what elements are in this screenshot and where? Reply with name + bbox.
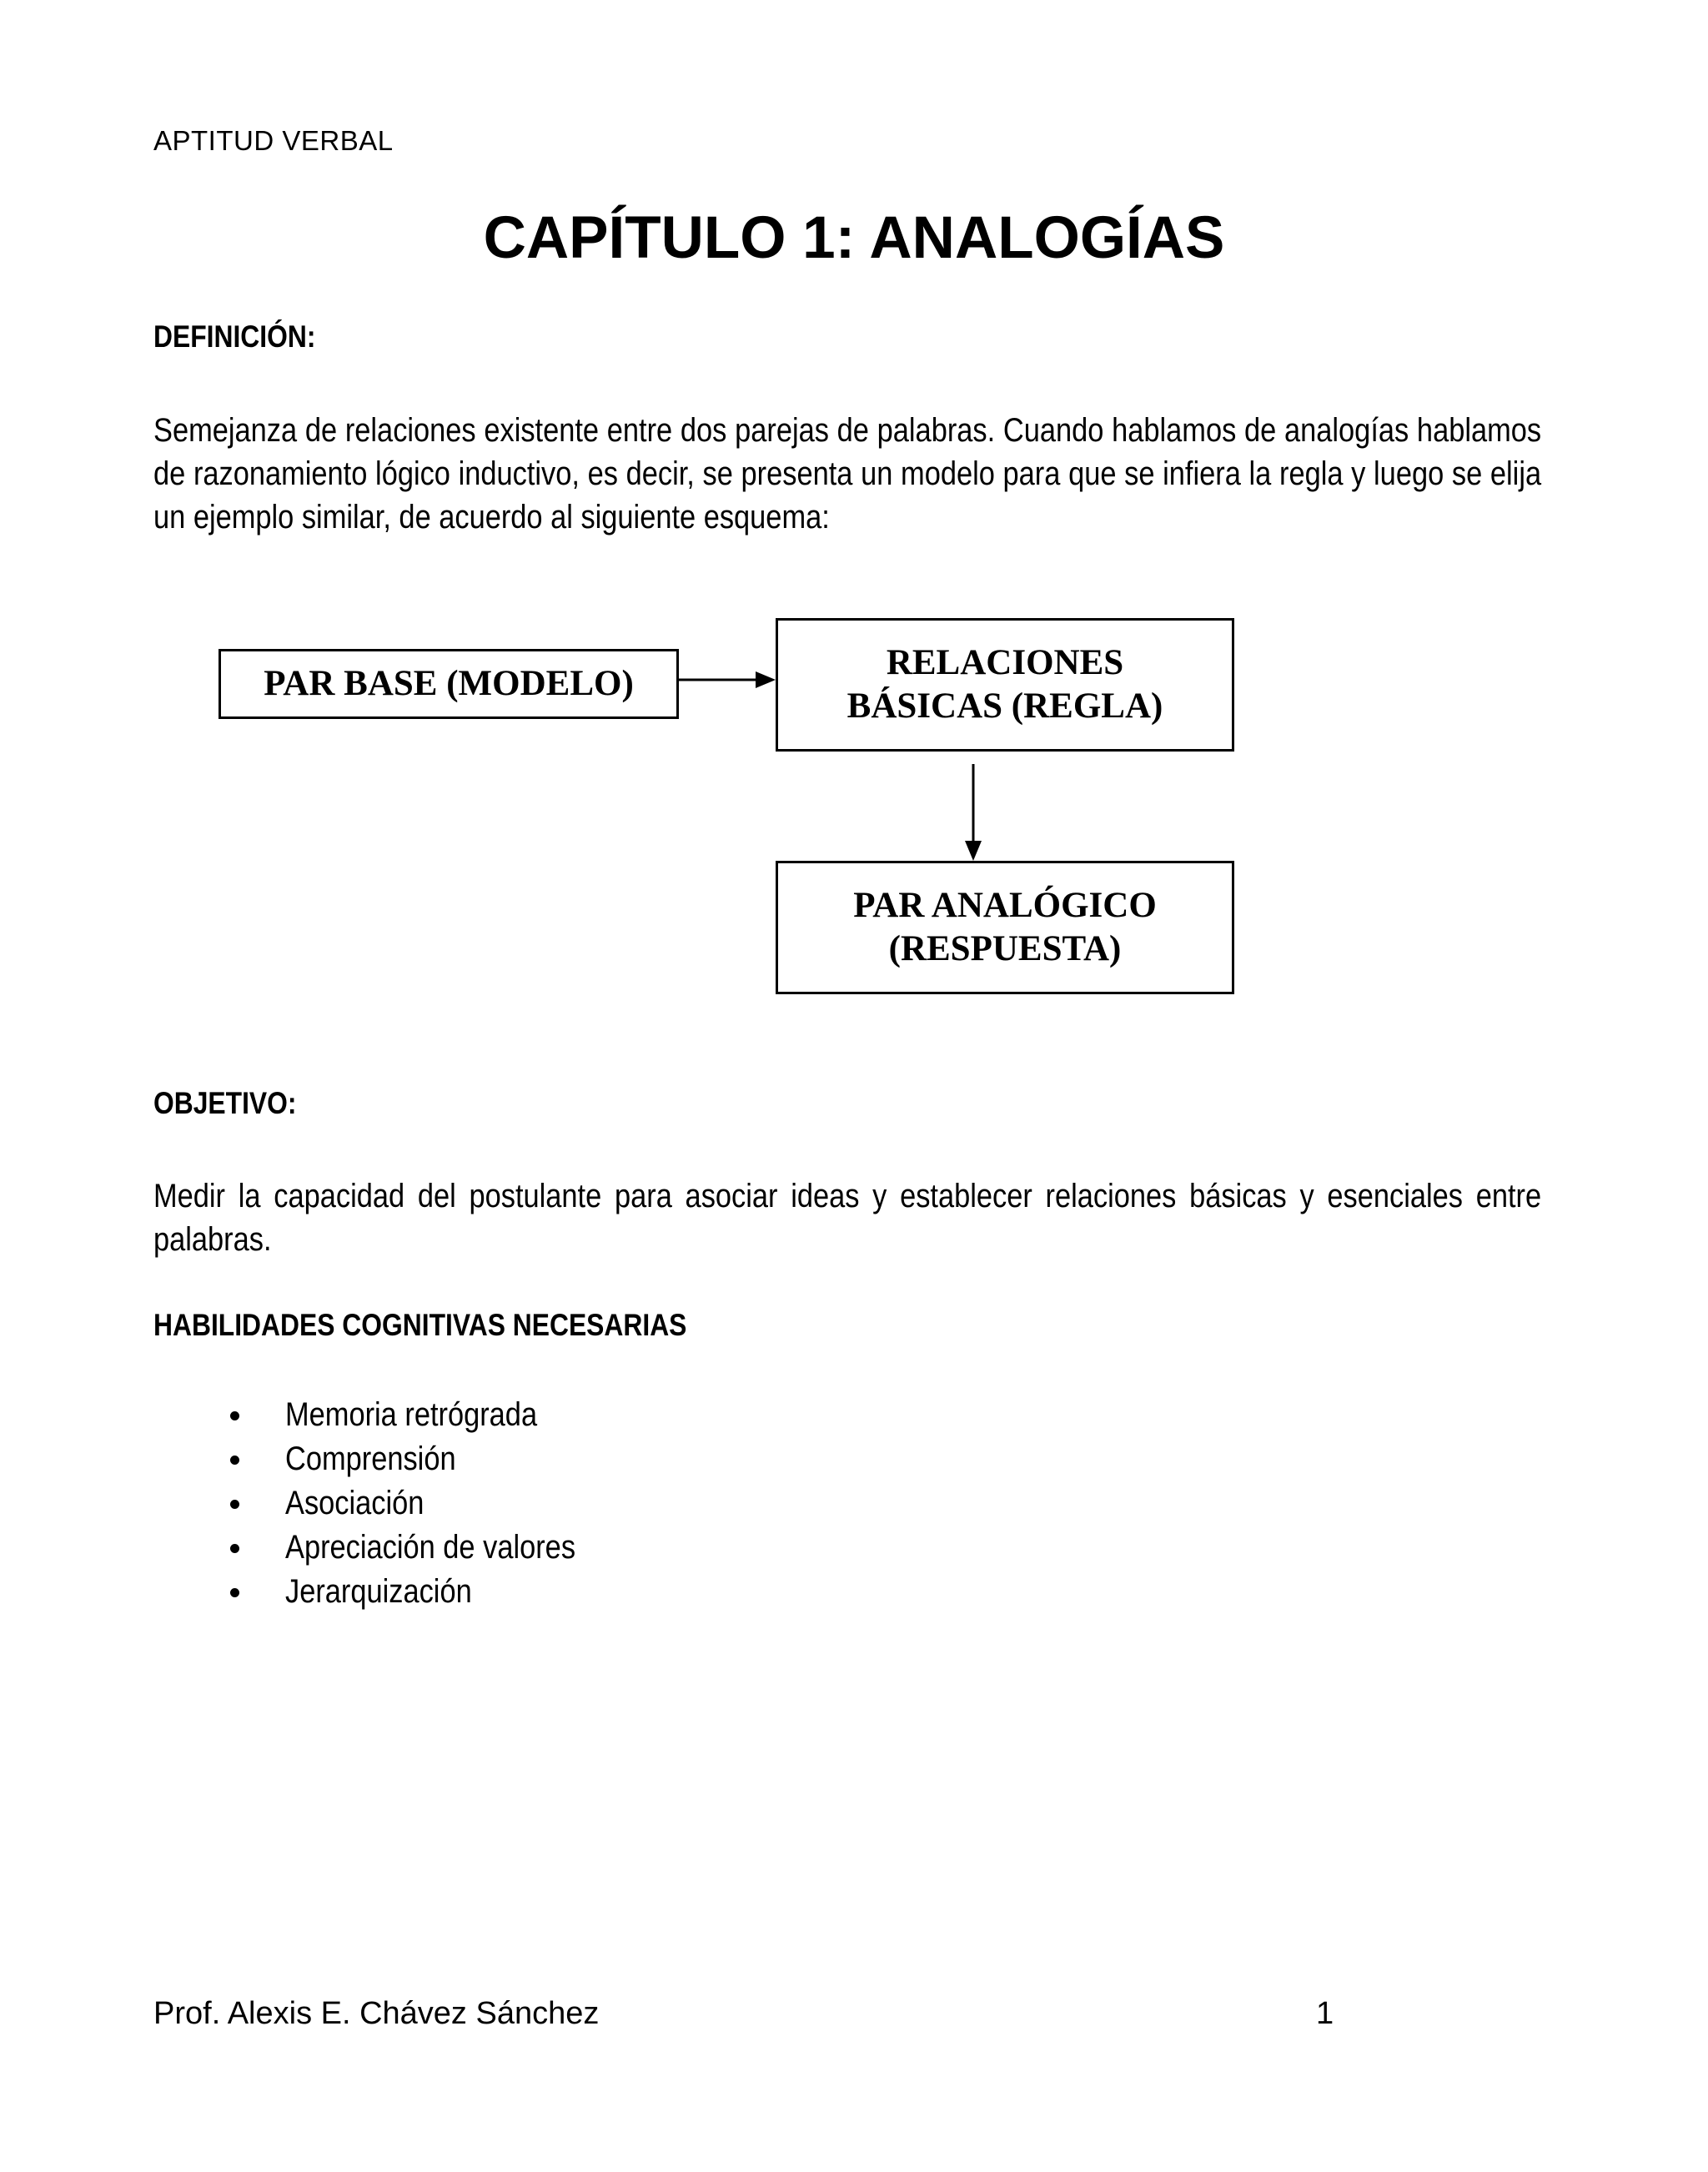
definition-paragraph xyxy=(153,409,1541,539)
bullet-icon xyxy=(230,1544,239,1553)
box-relaciones-basicas xyxy=(776,618,1234,752)
arrow-base-to-rule xyxy=(679,671,776,688)
box-par-base xyxy=(219,649,679,719)
bullet-icon xyxy=(230,1500,239,1509)
list-item-text: Apreciación de valores xyxy=(285,1529,576,1566)
box-rule-line2: BÁSICAS (REGLA) xyxy=(846,686,1163,726)
list-item-text: Comprensión xyxy=(285,1440,456,1477)
objective-heading: OBJETIVO: xyxy=(153,1086,297,1120)
bullet-icon xyxy=(230,1456,239,1465)
skills-heading: HABILIDADES COGNITIVAS NECESARIAS xyxy=(153,1308,687,1342)
page-title: CAPÍTULO 1: ANALOGÍAS xyxy=(483,205,1225,271)
definition-text: Semejanza de relaciones existente entre dos parejas de palabras. Cuando hablamos de analogías hablamos de razonamiento lógico inductivo, es decir, se presenta un modelo para que se infiera la regla y luego se elija un ejemplo similar, de acuerdo al siguiente esquema: xyxy=(153,412,1542,535)
list-item-text: Memoria retrógrada xyxy=(285,1396,538,1433)
page-number: 1 xyxy=(1316,1996,1334,2031)
list-item-text: Asociación xyxy=(285,1485,424,1521)
box-answer-line1: PAR ANALÓGICO xyxy=(853,886,1157,925)
bullet-icon xyxy=(230,1411,239,1420)
box-answer-line2: (RESPUESTA) xyxy=(888,929,1122,968)
list-item-text: Jerarquización xyxy=(285,1573,472,1610)
box-par-base-label: PAR BASE (MODELO) xyxy=(264,664,634,703)
definition-heading: DEFINICIÓN: xyxy=(153,319,316,354)
box-par-analogico xyxy=(776,861,1234,994)
arrow-rule-to-answer xyxy=(965,764,982,861)
bullet-icon xyxy=(230,1588,239,1597)
box-rule-line1: RELACIONES xyxy=(886,643,1124,682)
objective-text: Medir la capacidad del postulante para asociar ideas y establecer relaciones básicas y esenciales entre palabras. xyxy=(153,1178,1542,1258)
objective-paragraph xyxy=(153,1174,1541,1261)
running-header: APTITUD VERBAL xyxy=(153,125,394,156)
footer-author: Prof. Alexis E. Chávez Sánchez xyxy=(153,1996,600,2031)
